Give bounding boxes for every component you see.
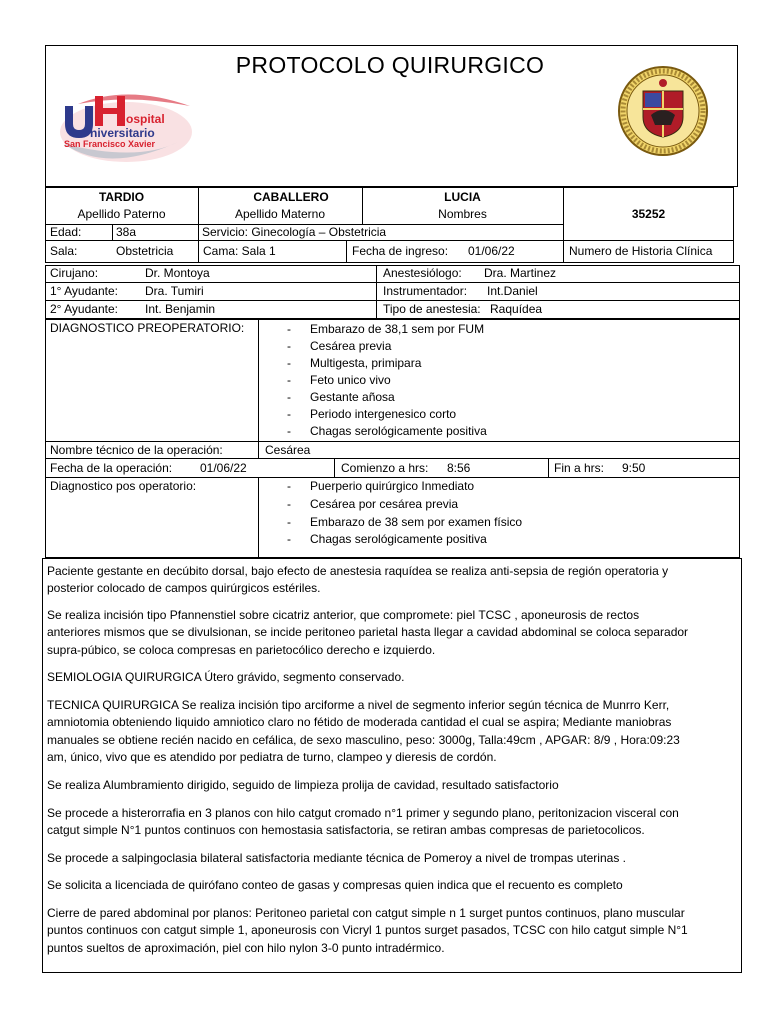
ayudante1: Dra. Tumiri xyxy=(145,284,204,298)
list-item: Periodo intergenesico corto xyxy=(310,407,457,421)
text-line: posterior colocado de campos quirúrgicos estériles. xyxy=(47,581,321,596)
operacion-nombre: Cesárea xyxy=(265,443,311,457)
instrumentador: Int.Daniel xyxy=(487,284,538,298)
nombres-label: Nombres xyxy=(438,207,487,221)
comienzo: 8:56 xyxy=(447,461,471,475)
nombres: LUCIA xyxy=(444,190,481,204)
anestesiologo: Dra. Martinez xyxy=(484,266,557,280)
text-line: puntos continuos con catgut simple 1, aponeurosis con Vicryl 1 puntos surget pasados, TCSC con hilo catgut simple N°1 xyxy=(47,923,688,938)
text-line: Se solicita a licenciada de quirófano conteo de gasas y compresas quien indica que el recuento es completo xyxy=(47,878,623,892)
list-item: Chagas serológicamente positiva xyxy=(310,424,487,438)
text-line: Se realiza Alumbramiento dirigido, seguido de limpieza prolija de cavidad, resultado satisfactorio xyxy=(47,778,559,792)
descripcion-paragraph xyxy=(47,905,737,957)
apellido-materno-label: Apellido Materno xyxy=(234,207,326,221)
cirujano-label: Cirujano: xyxy=(50,266,99,280)
list-item: Embarazo de 38 sem por examen físico xyxy=(310,515,523,529)
fecha-ingreso: 01/06/22 xyxy=(468,244,515,258)
text-line: am, único, vivo que es atendido por pediatra de turno, clampeo y dieresis de cordón. xyxy=(47,749,497,764)
list-item: Gestante añosa xyxy=(310,390,395,404)
text-line: Se realiza incisión tipo Pfannenstiel sobre cicatriz anterior, que compromete: piel TCSC , aponeurosis de rectos xyxy=(47,608,640,622)
anestesiologo-label: Anestesiólogo: xyxy=(383,266,462,280)
list-item: Chagas serológicamente positiva xyxy=(310,532,487,546)
ayudante2: Int. Benjamin xyxy=(145,302,216,316)
text-line: amniotomia obteniendo liquido amniotico claro no fétido de moderada cantidad el cual se aspira; Mediante maniobras xyxy=(47,715,672,730)
sala: Obstetricia xyxy=(116,244,174,258)
ayudante2-label: 2° Ayudante: xyxy=(50,302,118,316)
logo-word-sfx: San Francisco Xavier xyxy=(64,139,156,149)
ayudante1-label: 1° Ayudante: xyxy=(50,284,118,298)
university-seal-icon xyxy=(617,65,709,157)
list-item: Embarazo de 38,1 sem por FUM xyxy=(310,322,485,336)
text-line: Se procede a histerorrafia en 3 planos con hilo catgut cromado n°1 primer y segundo plano, peritonizacion visceral con xyxy=(47,806,679,820)
sala-label: Sala: xyxy=(50,244,78,258)
descripcion-paragraph xyxy=(47,563,737,598)
text-line: manuales se obtiene recién nacido en cefálica, de sexo masculino, peso: 3000g, Talla:49cm , APGAR: 8/9 , Hora:09:23 xyxy=(47,732,680,747)
descripcion-paragraph xyxy=(47,877,737,894)
descripcion-paragraph xyxy=(47,669,737,686)
descripcion-paragraph xyxy=(47,777,737,794)
apellido-paterno-label: Apellido Paterno xyxy=(77,207,166,221)
descripcion-paragraph xyxy=(47,850,737,867)
fecha-ingreso-label: Fecha de ingreso: xyxy=(352,244,449,258)
descripcion-paragraph xyxy=(47,805,737,840)
diagnostico-pre-label: DIAGNOSTICO PREOPERATORIO: xyxy=(50,321,245,335)
anestesia: Raquídea xyxy=(490,302,543,316)
text-line: catgut simple N°1 puntos continuos con hemostasia satisfactoria, se retiran ambas compresas de parietocolicos. xyxy=(47,823,645,838)
fecha-operacion-label: Fecha de la operación: xyxy=(50,461,173,475)
list-item: Multigesta, primipara xyxy=(310,356,422,370)
anestesia-label: Tipo de anestesia: xyxy=(383,302,481,316)
text-line: Se procede a salpingoclasia bilateral satisfactoria mediante técnica de Pomeroy a nivel de trompas uterinas . xyxy=(47,851,626,865)
servicio: Servicio: Ginecología – Obstetricia xyxy=(202,225,387,239)
apellido-paterno: TARDIO xyxy=(98,190,145,204)
cirujano: Dr. Montoya xyxy=(145,266,210,280)
descripcion-paragraph xyxy=(47,697,737,766)
list-item: Cesárea previa xyxy=(310,339,392,353)
historia-numero: 35252 xyxy=(631,207,666,221)
instrumentador-label: Instrumentador: xyxy=(383,284,468,298)
logo-word-niversitario: niversitario xyxy=(90,126,155,140)
text-line: anteriores mismos que se divulsionan, se incide peritoneo parietal hasta llegar a cavidad abdominal se coloca separador xyxy=(47,625,689,640)
text-line: supra-púbico, se coloca compresas en parietocólico derecho e izquierdo. xyxy=(47,642,436,657)
diagnostico-pos-label: Diagnostico pos operatorio: xyxy=(50,479,197,493)
apellido-materno: CABALLERO xyxy=(253,190,329,204)
cama: Cama: Sala 1 xyxy=(203,244,276,258)
text-line: SEMIOLOGIA QUIRURGICA Útero grávido, segmento conservado. xyxy=(47,670,405,684)
fin-label: Fin a hrs: xyxy=(554,461,605,475)
descripcion-paragraph xyxy=(47,607,737,659)
fecha-operacion: 01/06/22 xyxy=(200,461,247,475)
logo-word-ospital: ospital xyxy=(126,112,165,126)
operacion-nombre-label: Nombre técnico de la operación: xyxy=(50,443,223,457)
text-line: Cierre de pared abdominal por planos: Peritoneo parietal con catgut simple n 1 surget puntos continuos, plano muscular xyxy=(47,906,685,920)
list-item: Puerperio quirúrgico Inmediato xyxy=(310,479,475,493)
fin: 9:50 xyxy=(622,461,646,475)
comienzo-label: Comienzo a hrs: xyxy=(341,461,429,475)
historia-label: Numero de Historia Clínica xyxy=(569,244,713,258)
list-item: Cesárea por cesárea previa xyxy=(310,497,459,511)
edad-label: Edad: xyxy=(50,225,82,239)
page-title: PROTOCOLO QUIRURGICO xyxy=(235,52,545,78)
text-line: puntos sueltos de aproximación, piel con hilo nylon 3-0 punto intradérmico. xyxy=(47,940,445,955)
text-line: TECNICA QUIRURGICA Se realiza incisión tipo arciforme a nivel de segmento inferior según técnica de Munrro Kerr, xyxy=(47,698,670,712)
text-line: Paciente gestante en decúbito dorsal, bajo efecto de anestesia raquídea se realiza anti-sepsia de región operatoria y xyxy=(47,564,669,578)
edad: 38a xyxy=(116,225,137,239)
list-item: Feto unico vivo xyxy=(310,373,391,387)
